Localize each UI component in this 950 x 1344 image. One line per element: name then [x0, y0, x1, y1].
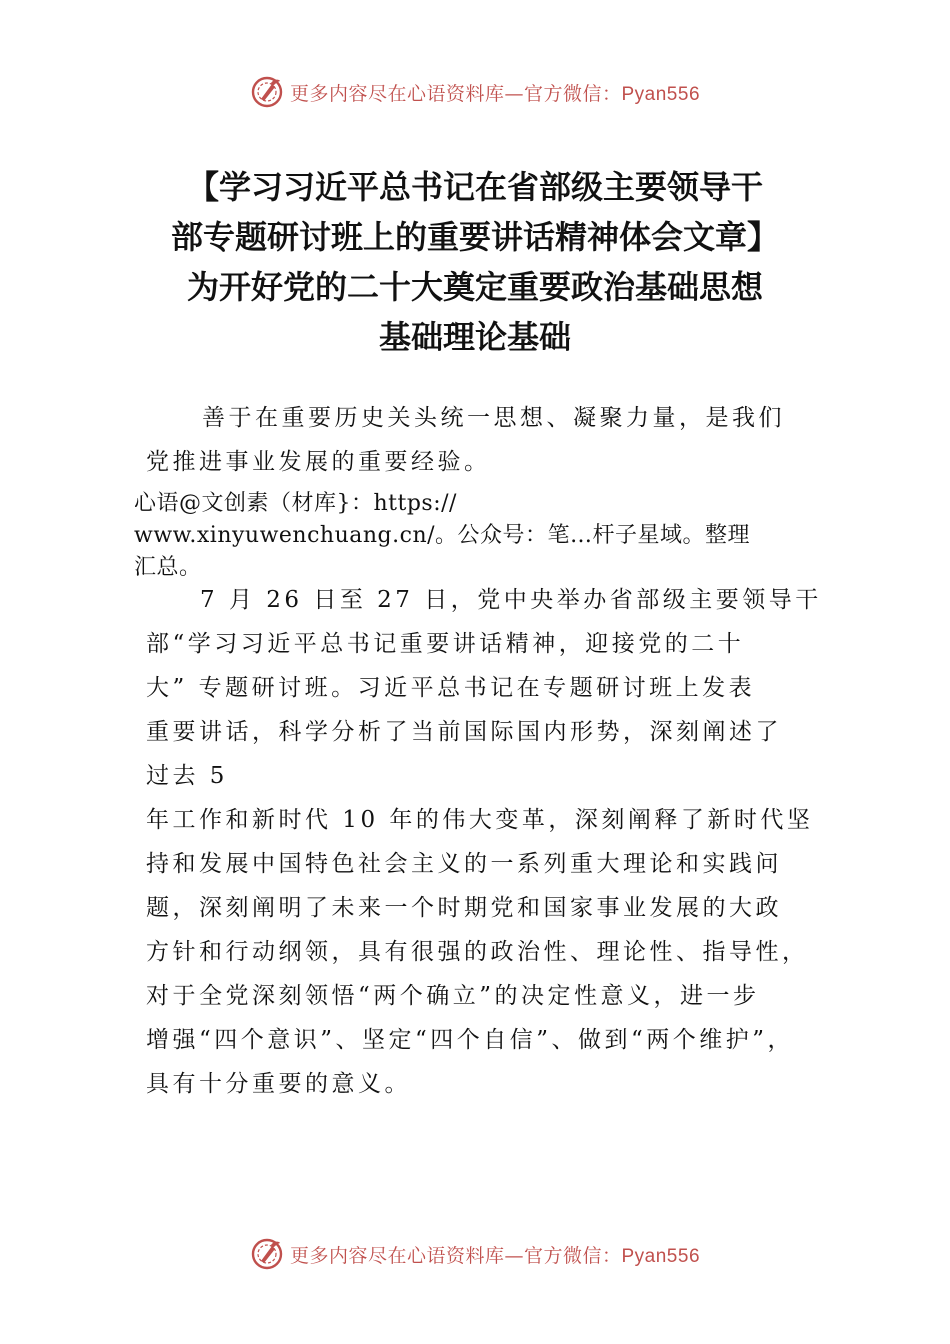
title-line: 为开好党的二十大奠定重要政治基础思想	[186, 268, 763, 306]
title-line: 部专题研讨班上的重要讲话精神体会文章】	[170, 218, 779, 256]
paragraph-line: 持和发展中国特色社会主义的一系列重大理论和实践问	[146, 851, 782, 877]
ad-line: 心语@文创素（材库}：https://	[134, 491, 457, 516]
document-title	[130, 162, 820, 362]
ad-line: www.xinyuwenchuang.cn/。公众号：笔…杆子星域。整理	[134, 523, 751, 548]
paragraph-line: 题，深刻阐明了未来一个时期党和国家事业发展的大政	[146, 895, 782, 921]
paragraph-line: 重要讲话，科学分析了当前国际国内形势，深刻阐述了	[146, 719, 782, 745]
body-paragraph-2	[146, 798, 813, 1106]
brand-logo-icon	[250, 1237, 284, 1271]
title-line: 【学习习近平总书记在省部级主要领导干	[186, 168, 763, 206]
paragraph-line: 年工作和新时代 10 年的伟大变革，深刻阐释了新时代坚	[146, 807, 814, 833]
paragraph-line: 7 月 26 日至 27 日，党中央举办省部级主要领导干	[200, 587, 822, 613]
body-paragraph-1	[146, 578, 822, 798]
wechat-id: Pyan556	[621, 83, 701, 105]
brand-logo-icon	[250, 75, 284, 109]
title-line: 基础理论基础	[378, 318, 571, 356]
paragraph-line: 党推进事业发展的重要经验。	[146, 449, 491, 475]
intro-paragraph	[146, 396, 785, 484]
paragraph-line: 对于全党深刻领悟“两个确立”的决定性意义，进一步	[146, 983, 760, 1009]
paragraph-line: 具有十分重要的意义。	[146, 1071, 411, 1097]
banner-main-text: 更多内容尽在心语资料库—官方微信：	[289, 1244, 622, 1267]
banner-text	[290, 79, 700, 106]
footer-banner	[0, 1232, 950, 1276]
header-banner	[0, 70, 950, 114]
paragraph-line: 善于在重要历史关头统一思想、凝聚力量，是我们	[202, 405, 785, 431]
paragraph-line: 增强“四个意识”、坚定“四个自信”、做到“两个维护”，	[146, 1027, 795, 1053]
banner-text	[290, 1241, 700, 1268]
paragraph-line: 方针和行动纲领，具有很强的政治性、理论性、指导性，	[146, 939, 809, 965]
paragraph-line: 部“学习习近平总书记重要讲话精神，迎接党的二十	[146, 631, 745, 657]
banner-main-text: 更多内容尽在心语资料库—官方微信：	[289, 82, 622, 105]
source-ad-text	[134, 488, 750, 584]
paragraph-line: 过去 5	[146, 763, 228, 789]
ad-line: 汇总。	[134, 555, 202, 580]
wechat-id: Pyan556	[621, 1245, 701, 1267]
paragraph-line: 大” 专题研讨班。习近平总书记在专题研讨班上发表	[146, 675, 756, 701]
